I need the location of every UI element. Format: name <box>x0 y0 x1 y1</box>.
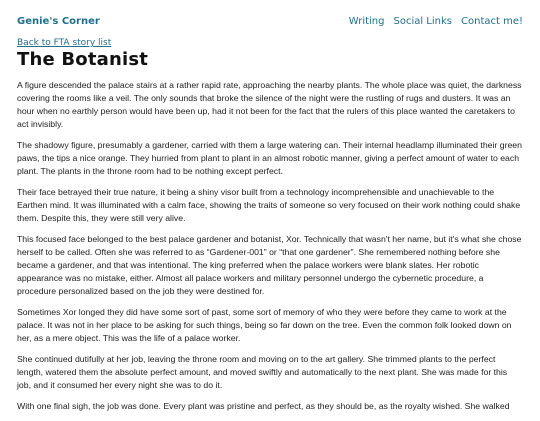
back-to-story-list-link[interactable]: Back to FTA story list <box>17 38 112 48</box>
nav-link-writing[interactable]: Writing <box>348 16 385 27</box>
story-paragraph: This focused face belonged to the best palace gardener and botanist, Xor. Technically that wasn't her name, but it's what she chose herself to be called. Often she was referred to as “Gardener-001” or “that one gardener”. She remembered nothing before she became a gardener, and that was intentional. The king preferred when the palace workers were blank slates. Her robotic appearance was no mistake, either. Almost all palace workers and military personnel undergo the cybernetic procedure, a procedure personalized based on the job they were destined for. <box>17 234 522 296</box>
top-navigation <box>0 0 540 36</box>
nav-links <box>349 16 523 27</box>
site-title-link[interactable]: Genie's Corner <box>17 16 100 27</box>
story-paragraph: A figure descended the palace stairs at a rather rapid rate, approaching the nearby plants. The whole place was quiet, the darkness covering the rooms like a veil. The only sounds that broke the silence of the night were the rustling of rugs and dusters. It was an hour when no earthly person would have been up, had it not been for the fact that the rulers of this place wanted the caretakers to act invisibly. <box>17 80 522 129</box>
story-paragraph: Sometimes Xor longed they did have some sort of past, some sort of memory of who they were before they came to work at the palace. It was not in her place to be asking for such things, being so far down on the tree. Even the common folk looked down on her, as a mere object. This was the life of a palace worker. <box>17 307 512 343</box>
story-paragraph: The shadowy figure, presumably a gardener, carried with them a large watering can. Their internal headlamp illuminated their green paws, the tips a nice orange. They hurried from plant to plant in an almost robotic manner, giving a perfect amount of water to each plant. The plants in the throne room had to be nothing except perfect. <box>17 140 522 176</box>
story-paragraph: She continued dutifully at her job, leaving the throne room and moving on to the art gallery. She trimmed plants to the perfect length, watered them the absolute perfect amount, and moved swiftly and automatically to the next plant. She was made for this job, and it consumed her every night she was to do it. <box>17 354 508 390</box>
nav-link-contact[interactable]: Contact me! <box>461 16 523 27</box>
page-title: The Botanist <box>17 49 149 70</box>
story-body <box>17 79 523 421</box>
nav-link-social-links[interactable]: Social Links <box>393 16 452 27</box>
story-paragraph: Their face betrayed their true nature, it being a shiny visor built from a technology incomprehensible and unachievable to the Earthen mind. It was illuminated with a calm face, showing the traits of someone so very focused on their work nothing could shake them. Despite this, they were still very alive. <box>17 187 521 223</box>
story-paragraph: With one final sigh, the job was done. Every plant was pristine and perfect, as they should be, as the royalty wished. She walked <box>17 401 510 411</box>
